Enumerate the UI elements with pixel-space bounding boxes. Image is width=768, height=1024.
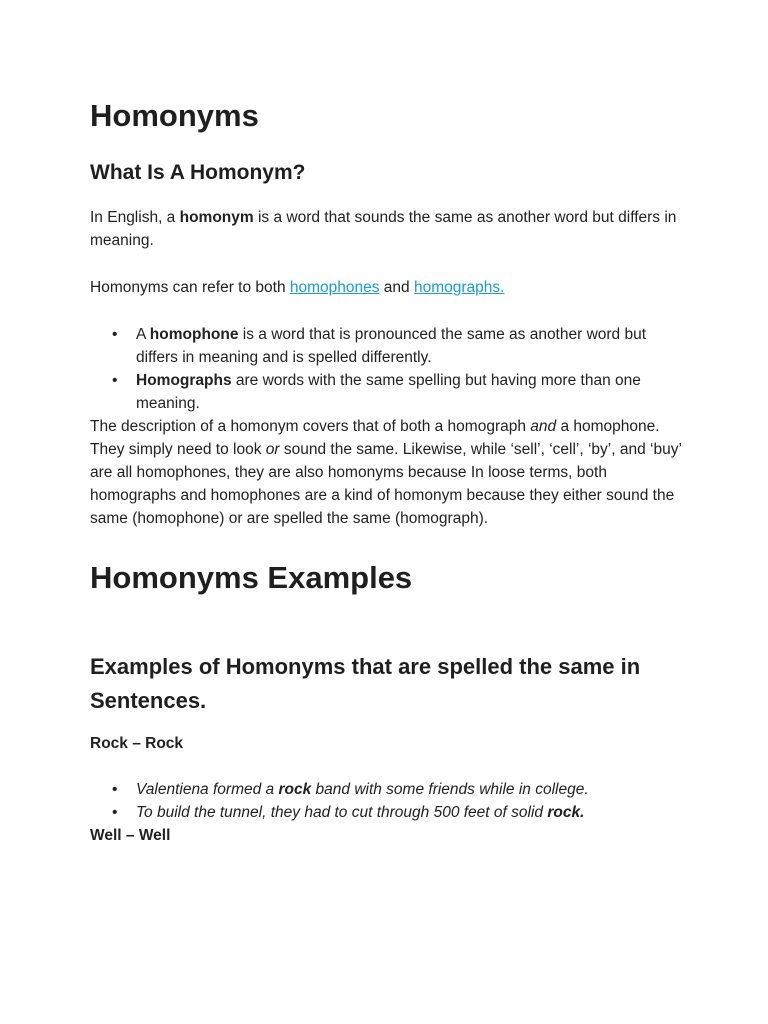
example-list [90, 778, 690, 824]
text-run: is a word that sounds the same as another word but differs in meaning. [90, 209, 677, 249]
section-heading-what-is: What Is A Homonym? [90, 161, 306, 184]
text-run: In English, a [90, 209, 180, 226]
homographs-link[interactable]: homographs. [413, 279, 505, 296]
text-run: Valentiena formed a [136, 781, 279, 798]
bullet-icon: • [112, 326, 118, 343]
text-run: is a word that is pronounced the same as another word but differs in meaning and is spelled differently. [136, 326, 647, 366]
page-title: Homonyms [90, 98, 259, 133]
description-paragraph [90, 415, 690, 530]
bold-term: rock. [547, 804, 585, 821]
refers-paragraph [90, 276, 690, 299]
list-item [90, 323, 690, 369]
definition-list [90, 323, 690, 415]
subsection-heading: Examples of Homonyms that are spelled the same in Sentences. [90, 654, 641, 713]
list-item [90, 369, 690, 415]
text-run: To build the tunnel, they had to cut through 500 feet of solid [136, 804, 548, 821]
italic-word: or [265, 441, 280, 458]
list-item [90, 801, 690, 824]
bold-term: homophone [149, 326, 239, 343]
text-run: Homonyms can refer to both [90, 279, 290, 296]
text-run: band with some friends while in college. [311, 781, 589, 798]
word-pair-heading: Rock – Rock [90, 735, 184, 752]
text-run: and [379, 279, 414, 296]
bullet-icon: • [112, 804, 118, 821]
bold-term: rock [278, 781, 312, 798]
text-run: The description of a homonym covers that of both a homograph [90, 418, 531, 435]
bullet-icon: • [112, 372, 118, 389]
bold-term: homonym [179, 209, 254, 226]
text-run: are words with the same spelling but having more than one meaning. [136, 372, 641, 412]
word-pair-heading: Well – Well [90, 827, 171, 844]
list-item [90, 778, 690, 801]
section-heading-examples: Homonyms Examples [90, 560, 413, 595]
homophones-link[interactable]: homophones [289, 279, 380, 296]
text-run: sound the same. Likewise, while ‘sell’, ‘cell’, ‘by’, and ‘buy’ are all homophones, they are also homonyms because In loose terms, both homographs and homophones are a kind of homonym because they either sound the same (homophone) or are spelled the same (homograph). [90, 441, 682, 527]
bold-term: Homographs [136, 372, 232, 389]
italic-word: and [530, 418, 557, 435]
text-run: a homophone. They simply need to look [90, 418, 660, 458]
document-page [90, 96, 690, 847]
text-run: A [136, 326, 150, 343]
bullet-icon: • [112, 781, 118, 798]
definition-paragraph [90, 206, 690, 252]
